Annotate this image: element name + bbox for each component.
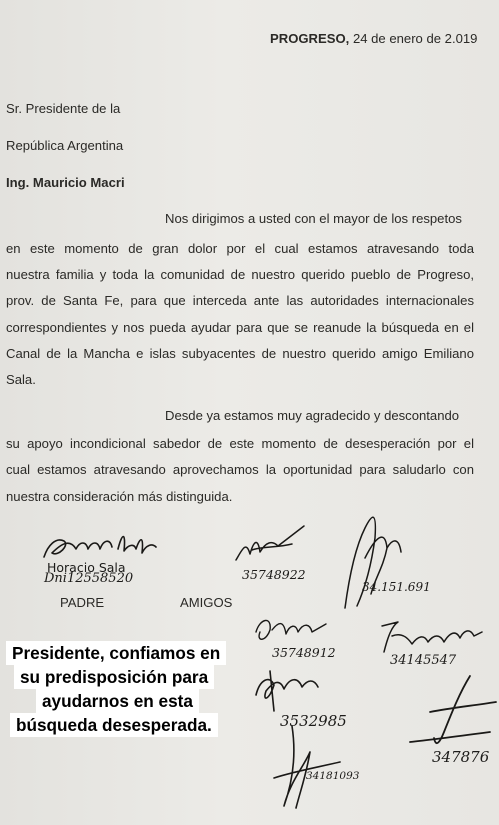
letter-place: PROGRESO,: [270, 31, 350, 46]
signer-dni: Dni12558520: [44, 571, 134, 586]
signature-number-6: 347876: [432, 748, 490, 766]
paragraph1-line-7: Sala.: [6, 372, 36, 387]
friend-signature-5: [250, 665, 330, 715]
signature-number-2: 34.151.691: [362, 580, 431, 594]
letter-date-text: 24 de enero de 2.019: [349, 31, 478, 46]
recipient-line-2: República Argentina: [6, 138, 124, 153]
paragraph2-line-3: cual estamos atravesando aprovechamos la oportunidad para saludarlo con: [6, 462, 474, 477]
friend-signature-7: [270, 722, 350, 812]
signer-name: Horacio Sala: [47, 560, 126, 575]
caption-line-1: Presidente, confiamos en: [6, 641, 226, 665]
paragraph1-line-2: en este momento de gran dolor por el cual estamos atravesando toda: [6, 241, 474, 256]
signature-number-3: 35748912: [272, 645, 336, 660]
caption-overlay: [6, 641, 226, 737]
recipient-line-1: Sr. Presidente de la: [6, 101, 121, 116]
caption-line-4: búsqueda desesperada.: [10, 713, 218, 737]
caption-line-3: ayudarnos en esta: [36, 689, 199, 713]
friend-signature-6: [400, 672, 499, 750]
paragraph1-line-4: prov. de Santa Fe, para que interceda ante las autoridades internacionales: [6, 293, 474, 308]
father-signature: [40, 527, 160, 563]
friend-signature-1: [232, 520, 312, 570]
letter-date: [270, 31, 477, 46]
caption-line-2: su predisposición para: [14, 665, 214, 689]
paragraph2-line-4: nuestra consideración más distinguida.: [6, 489, 233, 504]
friend-signature-2: [335, 498, 415, 612]
paragraph2-line-1: Desde ya estamos muy agradecido y descontando: [165, 408, 460, 423]
signature-number-7: 34181093: [306, 770, 360, 782]
signature-number-1: 35748922: [242, 567, 306, 582]
friend-signature-4: [378, 616, 488, 656]
paragraph1-line-6: Canal de la Mancha e islas subyacentes de nuestro querido amigo Emiliano: [6, 346, 474, 361]
label-father: PADRE: [60, 595, 105, 610]
paragraph2-line-2: su apoyo incondicional sabedor de este momento de desesperación por el: [6, 436, 474, 451]
recipient-line-3: Ing. Mauricio Macri: [6, 175, 125, 190]
paragraph1-line-5: correspondientes y nos pueda ayudar para que se reanude la búsqueda en el: [6, 320, 474, 335]
signature-number-4: 34145547: [390, 653, 457, 668]
signature-number-5: 3532985: [280, 712, 347, 730]
paragraph1-line-1: Nos dirigimos a usted con el mayor de los respetos: [165, 211, 462, 226]
paragraph1-line-3: nuestra familia y toda la comunidad de nuestro querido pueblo de Progreso,: [6, 267, 474, 282]
label-friends: AMIGOS: [180, 595, 233, 610]
